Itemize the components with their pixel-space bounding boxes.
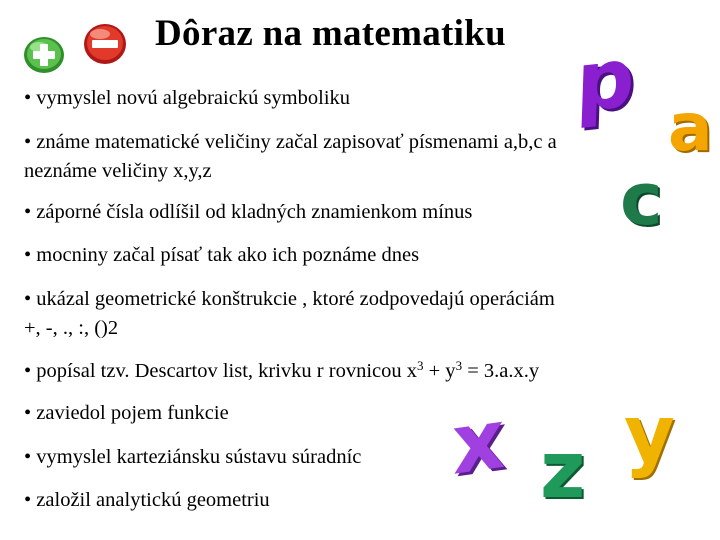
slide-title: Dôraz na matematiku [155, 13, 506, 54]
exponent: 3 [417, 358, 424, 373]
bullet-text: = 3.a.x.y [462, 360, 540, 382]
bullet-text: • vymyslel novú algebraickú symboliku [24, 87, 351, 109]
plus-icon [22, 35, 66, 75]
minus-icon [82, 22, 128, 66]
bullet-cartesian-system [24, 443, 361, 472]
bullet-text: • mocniny začal písať tak ako ich poznáme dnes [24, 244, 420, 266]
bullet-text: • vymyslel karteziánsku sústavu súradníc [24, 446, 362, 468]
letter-z-clipart: z [540, 426, 586, 516]
letter-a-clipart: a [668, 89, 713, 166]
bullet-letters-variables [24, 128, 557, 186]
bullet-text: • popísal tzv. Descartov list, krivku r rovnicou x [24, 360, 417, 382]
bullet-function-concept [24, 399, 229, 428]
bullet-text: • založil analytickú geometriu [24, 489, 270, 511]
bullet-powers [24, 241, 419, 270]
bullet-descartes-folium [24, 357, 539, 386]
bullet-text: • zaviedol pojem funkcie [24, 402, 229, 424]
bullet-negative-numbers [24, 198, 472, 227]
bullet-text: • známe matematické veličiny začal zapisovať písmenami a,b,c a [24, 131, 557, 153]
letter-y-clipart: y [624, 390, 675, 480]
bullet-geometric-constructions [24, 285, 555, 343]
bullet-text-continued: +, -, ., :, ()2 [24, 317, 119, 339]
exponent: 3 [455, 358, 463, 373]
letter-p-clipart: p [574, 29, 637, 132]
bullet-text-continued: neznáme veličiny x,y,z [24, 160, 212, 182]
bullet-text: + y [423, 360, 456, 382]
letter-x-clipart: x [450, 391, 507, 494]
bullet-algebraic-symbolism [24, 84, 350, 113]
letter-c-clipart: c [620, 157, 663, 241]
bullet-text: • ukázal geometrické konštrukcie , ktoré zodpovedajú operáciám [24, 288, 555, 310]
bullet-text: • záporné čísla odlíšil od kladných znamienkom mínus [24, 201, 473, 223]
bullet-analytic-geometry [24, 486, 270, 515]
